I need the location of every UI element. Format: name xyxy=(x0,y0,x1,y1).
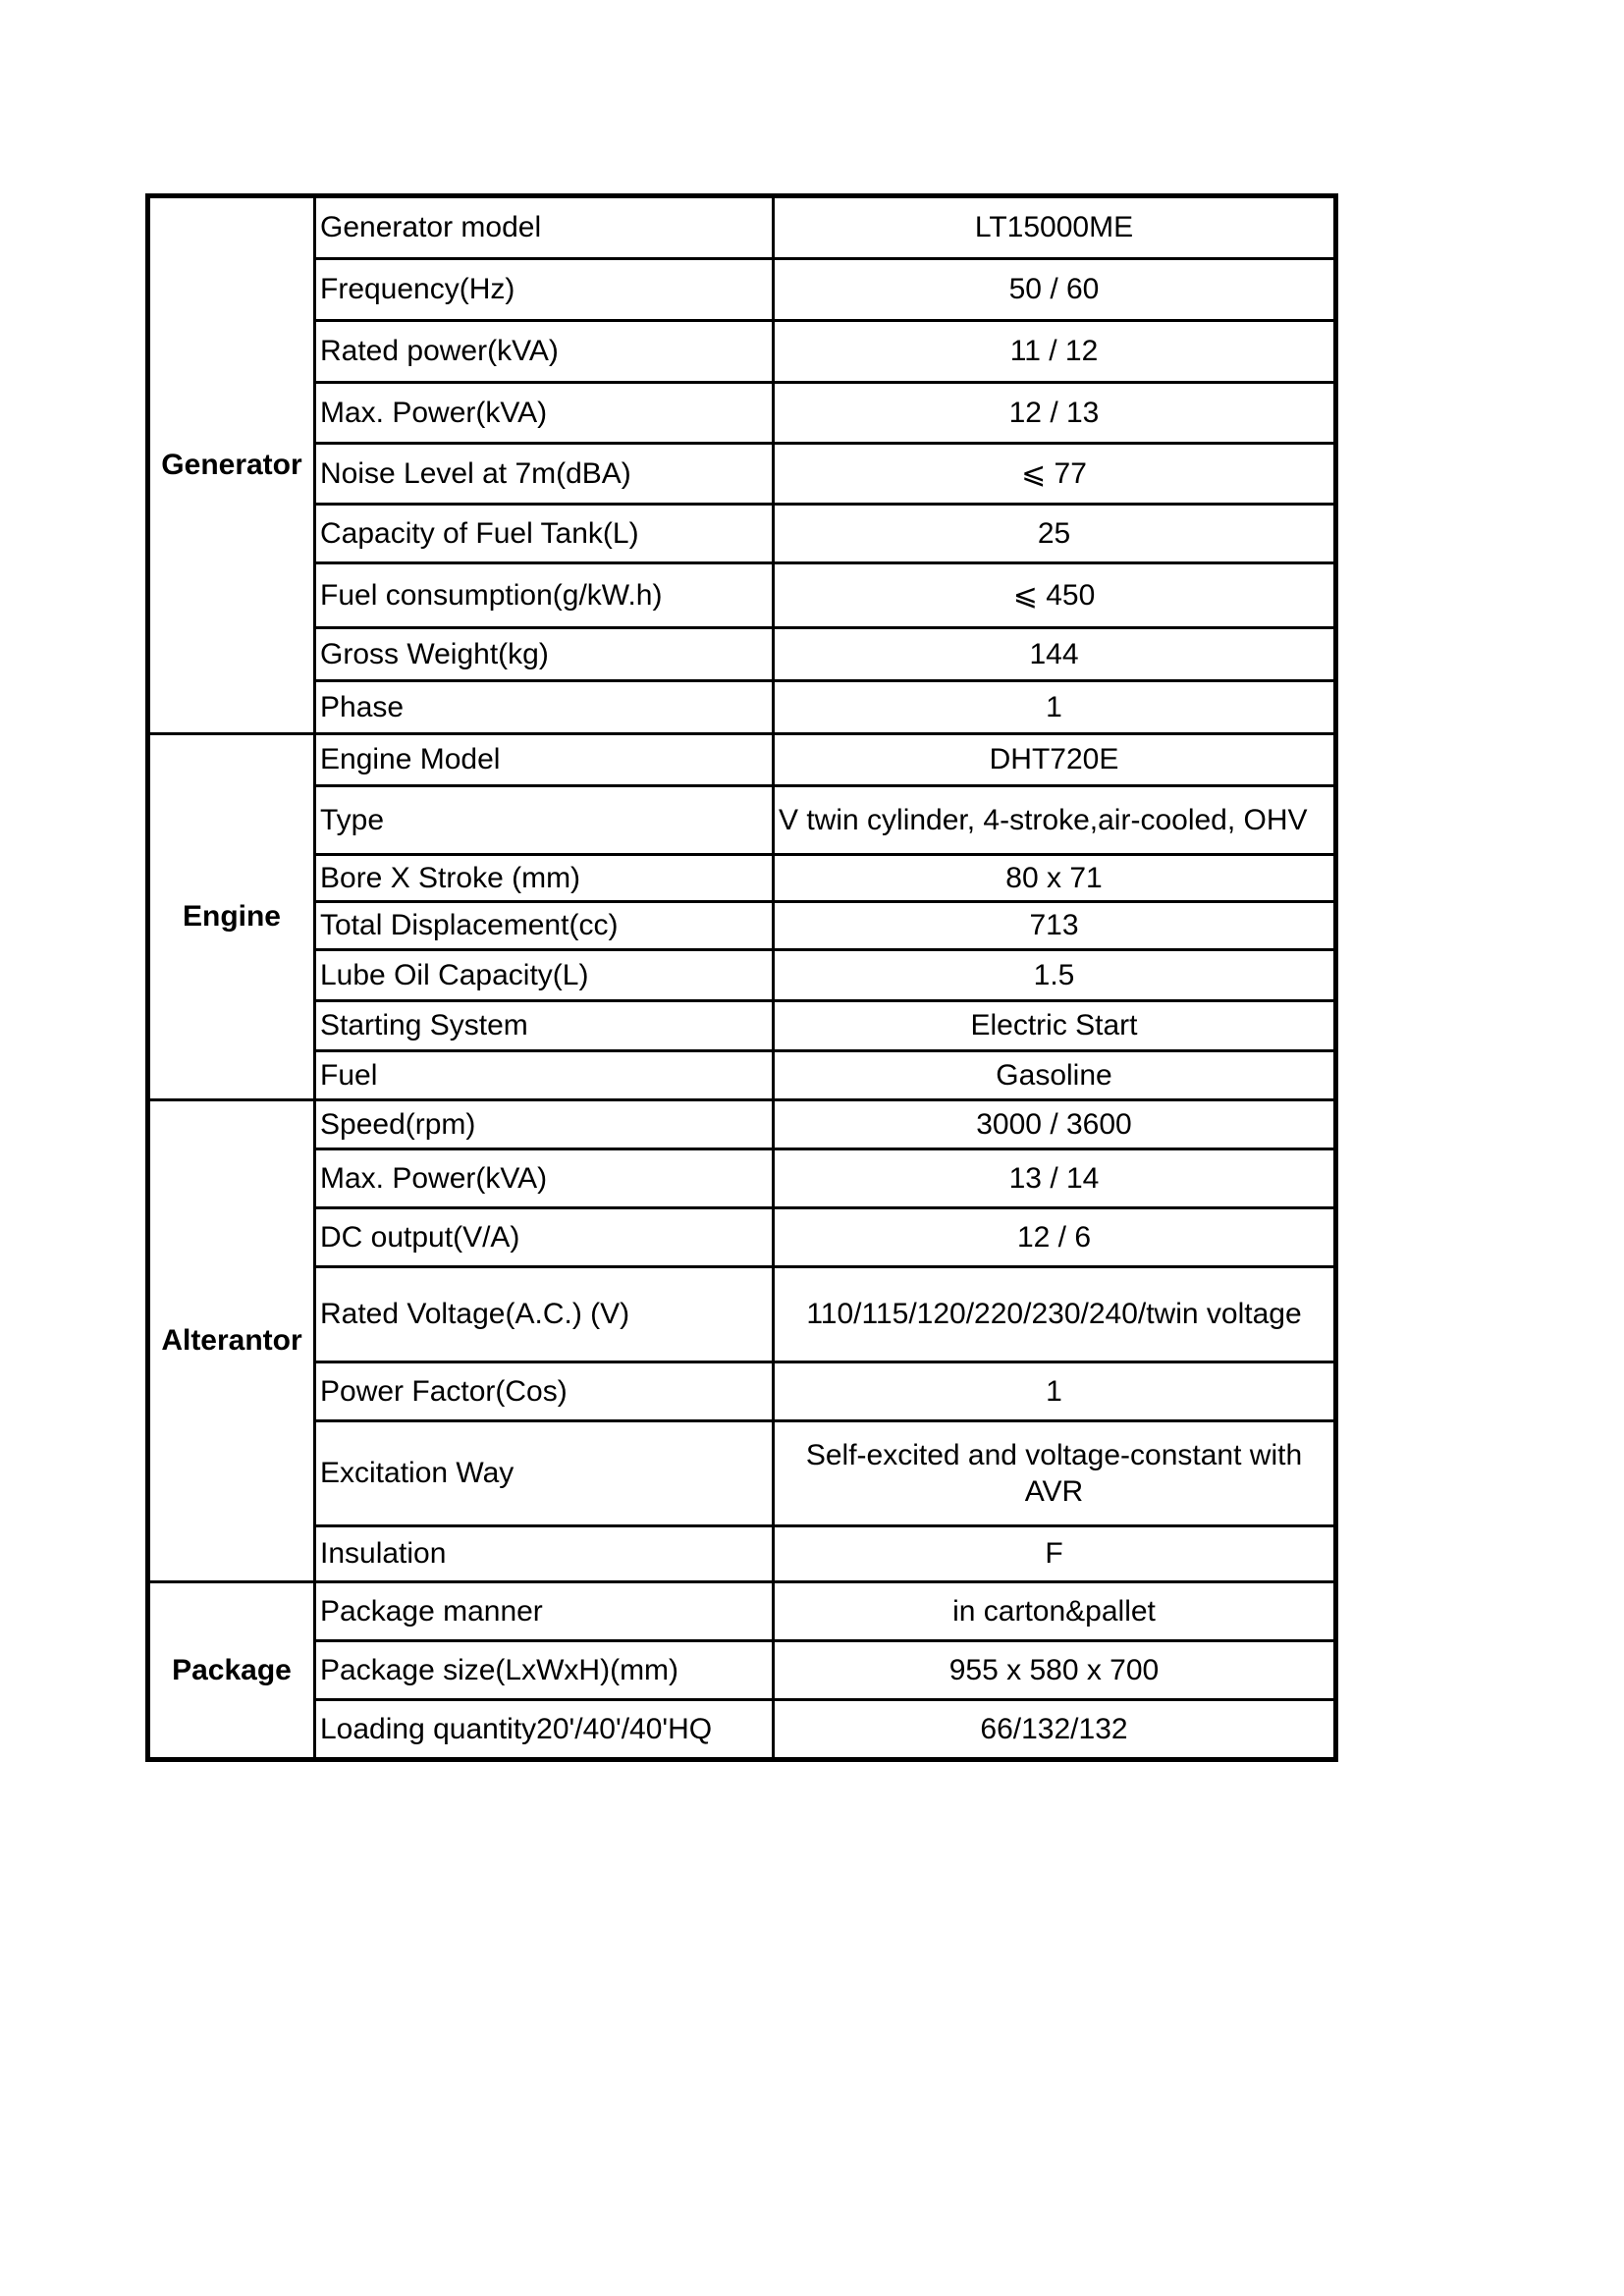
table-row xyxy=(148,902,1336,950)
table-row xyxy=(148,1267,1336,1362)
spec-value: ⩽ 77 xyxy=(774,444,1336,505)
spec-label: Fuel xyxy=(315,1051,774,1100)
spec-label: DC output(V/A) xyxy=(315,1208,774,1267)
table-row xyxy=(148,855,1336,902)
spec-value: 1.5 xyxy=(774,950,1336,1001)
spec-label: Generator model xyxy=(315,196,774,259)
table-row xyxy=(148,1051,1336,1100)
table-row xyxy=(148,259,1336,321)
spec-label: Insulation xyxy=(315,1526,774,1582)
spec-value: 1 xyxy=(774,1362,1336,1421)
spec-value: LT15000ME xyxy=(774,196,1336,259)
group-generator: Generator xyxy=(148,196,315,734)
table-row xyxy=(148,505,1336,563)
spec-label: Package size(LxWxH)(mm) xyxy=(315,1641,774,1700)
spec-value: Self-excited and voltage-constant with AVR xyxy=(774,1421,1336,1526)
spec-label: Fuel consumption(g/kW.h) xyxy=(315,563,774,628)
spec-label: Total Displacement(cc) xyxy=(315,902,774,950)
table-row xyxy=(148,1526,1336,1582)
spec-label: Excitation Way xyxy=(315,1421,774,1526)
spec-value: 144 xyxy=(774,628,1336,681)
spec-label: Lube Oil Capacity(L) xyxy=(315,950,774,1001)
spec-label: Starting System xyxy=(315,1001,774,1051)
table-row xyxy=(148,1149,1336,1208)
spec-label: Frequency(Hz) xyxy=(315,259,774,321)
spec-label: Gross Weight(kg) xyxy=(315,628,774,681)
table-row xyxy=(148,1700,1336,1760)
spec-label: Loading quantity20'/40'/40'HQ xyxy=(315,1700,774,1760)
spec-label: Power Factor(Cos) xyxy=(315,1362,774,1421)
spec-label: Noise Level at 7m(dBA) xyxy=(315,444,774,505)
spec-value: ⩽ 450 xyxy=(774,563,1336,628)
table-row xyxy=(148,1421,1336,1526)
spec-value: 12 / 13 xyxy=(774,383,1336,444)
spec-value: 713 xyxy=(774,902,1336,950)
spec-label: Rated Voltage(A.C.) (V) xyxy=(315,1267,774,1362)
spec-value: 80 x 71 xyxy=(774,855,1336,902)
spec-value: Electric Start xyxy=(774,1001,1336,1051)
spec-label: Max. Power(kVA) xyxy=(315,1149,774,1208)
table-row xyxy=(148,950,1336,1001)
table-row xyxy=(148,628,1336,681)
spec-value: 13 / 14 xyxy=(774,1149,1336,1208)
spec-label: Speed(rpm) xyxy=(315,1100,774,1149)
spec-value: 1 xyxy=(774,681,1336,734)
table-row xyxy=(148,196,1336,259)
group-engine: Engine xyxy=(148,734,315,1100)
table-row xyxy=(148,1582,1336,1641)
spec-label: Package manner xyxy=(315,1582,774,1641)
spec-label: Max. Power(kVA) xyxy=(315,383,774,444)
table-row xyxy=(148,321,1336,383)
table-row xyxy=(148,734,1336,786)
spec-value: 955 x 580 x 700 xyxy=(774,1641,1336,1700)
table-row xyxy=(148,383,1336,444)
group-alternator: Alterantor xyxy=(148,1100,315,1582)
spec-value: DHT720E xyxy=(774,734,1336,786)
table-row xyxy=(148,563,1336,628)
spec-value: 12 / 6 xyxy=(774,1208,1336,1267)
table-row xyxy=(148,1001,1336,1051)
table-row xyxy=(148,786,1336,855)
spec-table xyxy=(145,193,1338,1762)
table-row xyxy=(148,1641,1336,1700)
table-row xyxy=(148,1208,1336,1267)
spec-value: F xyxy=(774,1526,1336,1582)
spec-label: Capacity of Fuel Tank(L) xyxy=(315,505,774,563)
spec-value: 11 / 12 xyxy=(774,321,1336,383)
spec-value: 110/115/120/220/230/240/twin voltage xyxy=(774,1267,1336,1362)
table-row xyxy=(148,1362,1336,1421)
spec-value: in carton&pallet xyxy=(774,1582,1336,1641)
spec-label: Phase xyxy=(315,681,774,734)
spec-label: Engine Model xyxy=(315,734,774,786)
spec-value: V twin cylinder, 4-stroke,air-cooled, OHV xyxy=(774,786,1336,855)
group-package: Package xyxy=(148,1582,315,1760)
table-row xyxy=(148,444,1336,505)
spec-label: Type xyxy=(315,786,774,855)
spec-label: Rated power(kVA) xyxy=(315,321,774,383)
spec-value: 66/132/132 xyxy=(774,1700,1336,1760)
spec-value: 50 / 60 xyxy=(774,259,1336,321)
spec-value: 3000 / 3600 xyxy=(774,1100,1336,1149)
spec-value: Gasoline xyxy=(774,1051,1336,1100)
spec-label: Bore X Stroke (mm) xyxy=(315,855,774,902)
table-row xyxy=(148,681,1336,734)
spec-value: 25 xyxy=(774,505,1336,563)
table-row xyxy=(148,1100,1336,1149)
